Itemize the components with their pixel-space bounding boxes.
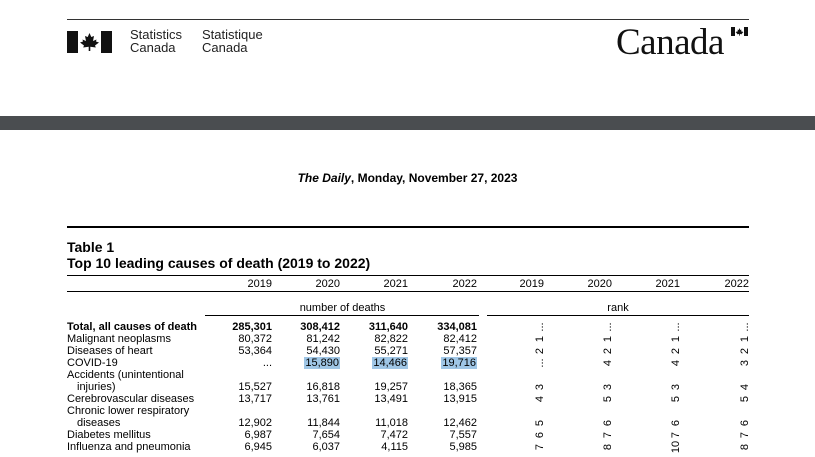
rank-cell: 5 [534,419,546,427]
deaths-value: 7,472 [380,429,408,441]
rank-cell: ... [670,322,682,332]
row-label: COVID-19 [67,357,118,369]
rank-cell: ... [534,322,546,332]
deaths-value: 15,890 [305,357,339,369]
deaths-cell [407,393,477,405]
rank-cell: 10 [670,440,682,454]
deaths-value: 308,412 [300,321,340,333]
group-rule-deaths [205,315,479,316]
deaths-cell [270,321,340,333]
rank-cell: 2 [534,347,546,355]
deaths-cell [338,441,408,453]
rank-cell: 6 [670,419,682,427]
group-header-rank: rank [607,302,629,314]
rank-cell: 6 [534,431,546,439]
agency-name-fr-line1: Statistique [202,27,263,42]
row-label: Diseases of heart [67,345,153,357]
deaths-cell [338,381,408,393]
deaths-cell [338,333,408,345]
deaths-value: 285,301 [232,321,272,333]
deaths-value: 18,365 [443,381,477,393]
rank-cell: 4 [534,395,546,403]
deaths-cell [202,345,272,357]
deaths-cell [202,417,272,429]
rank-cell: 4 [739,383,751,391]
deaths-cell [202,381,272,393]
deaths-value: 11,018 [375,417,408,429]
deaths-value: 6,037 [312,441,340,453]
deaths-value: 6,945 [244,441,272,453]
deaths-cell [338,357,408,369]
group-header-deaths: number of deaths [299,302,386,314]
table-title: Top 10 leading causes of death (2019 to 2022) [67,255,371,271]
deaths-cell [407,441,477,453]
deaths-value: 13,491 [374,393,408,405]
deaths-cell [202,321,272,333]
rank-cell: 2 [739,347,751,355]
rank-cell: 6 [602,419,614,427]
rank-cell: 8 [602,443,614,451]
deaths-cell [270,417,340,429]
rank-cell: 7 [534,443,546,451]
deaths-value: 81,242 [306,333,340,345]
deaths-cell [407,381,477,393]
deaths-cell [202,357,272,369]
publication-name: The Daily [297,171,351,185]
agency-name-en-line1: Statistics [130,27,183,42]
deaths-value: 53,364 [238,345,272,357]
deaths-cell [407,357,477,369]
deaths-value: 12,462 [443,417,477,429]
deaths-value: 334,081 [437,321,477,333]
deaths-value: 82,412 [443,333,477,345]
deaths-value: 54,430 [306,345,340,357]
deaths-cell [338,345,408,357]
deaths-value: 55,271 [374,345,408,357]
row-label: Cerebrovascular diseases [67,393,195,405]
deaths-cell [270,441,340,453]
deaths-value: 5,985 [449,441,477,453]
deaths-cell [270,429,340,441]
canada-flag-icon [67,31,112,53]
publication-date: , Monday, November 27, 2023 [350,171,518,185]
deaths-cell [270,393,340,405]
rank-cell: ... [739,322,751,332]
rank-cell: 2 [670,347,682,355]
deaths-value: 19,716 [442,357,476,369]
rank-cell: 3 [602,383,614,391]
deaths-cell [270,381,340,393]
deaths-cell [202,429,272,441]
column-year-rank: 2020 [587,278,612,290]
rank-cell: 7 [739,431,751,439]
group-rule-rank [487,315,749,316]
rank-cell: 3 [670,383,682,391]
table-subheader-rule [67,291,749,292]
deaths-cell [338,393,408,405]
column-year-rank: 2022 [724,278,749,290]
deaths-value: 14,466 [373,357,407,369]
deaths-value: 11,844 [307,417,340,429]
row-label-continued: injuries) [77,381,116,393]
deaths-cell [202,393,272,405]
rank-cell: 7 [602,431,614,439]
column-year-deaths: 2020 [315,278,340,290]
row-label: Total, all causes of death [67,321,197,333]
rank-cell: 1 [534,335,546,343]
daily-publication-line [0,171,815,185]
deaths-value: 7,557 [449,429,477,441]
row-label: Malignant neoplasms [67,333,171,345]
deaths-cell [202,441,272,453]
deaths-value: 4,115 [381,441,408,453]
deaths-cell [270,333,340,345]
deaths-cell [338,417,408,429]
rank-cell: 8 [739,443,751,451]
rank-cell: 2 [602,347,614,355]
table-header-rule [67,275,749,276]
rank-cell: ... [602,322,614,332]
deaths-value: 6,987 [244,429,272,441]
header-top-rule [67,19,749,20]
table-top-rule [67,226,749,228]
row-label: Influenza and pneumonia [67,441,191,453]
rank-cell: 1 [739,335,751,343]
deaths-cell [407,321,477,333]
deaths-value: 57,357 [443,345,477,357]
canada-wordmark: Canada [616,22,724,63]
deaths-value: 82,822 [374,333,408,345]
deaths-cell [338,429,408,441]
agency-name-en-line2: Canada [130,40,176,55]
deaths-value: 80,372 [238,333,272,345]
deaths-value: 7,654 [312,429,340,441]
rank-cell: 5 [670,395,682,403]
deaths-value: 311,640 [368,321,408,333]
row-label-continued: diseases [77,417,121,429]
deaths-value: 15,527 [238,381,272,393]
agency-name-french [202,28,263,54]
agency-name-fr-line2: Canada [202,40,248,55]
deaths-value: 13,761 [306,393,340,405]
deaths-value: 13,717 [238,393,272,405]
deaths-cell [407,333,477,345]
deaths-cell [407,429,477,441]
wordmark-flag-icon [731,27,748,36]
rank-cell: 4 [670,359,682,367]
deaths-cell [407,417,477,429]
deaths-cell [407,345,477,357]
rank-cell: 4 [602,359,614,367]
rank-cell: 5 [602,395,614,403]
rank-cell: 6 [739,419,751,427]
rank-cell: ... [534,358,546,368]
column-year-deaths: 2021 [383,278,408,290]
row-label: Diabetes mellitus [67,429,151,441]
deaths-value: 19,257 [374,381,408,393]
rank-cell: 1 [602,335,614,343]
deaths-cell [270,357,340,369]
column-year-rank: 2019 [519,278,544,290]
deaths-cell [338,321,408,333]
deaths-value: 13,915 [443,393,477,405]
agency-name-english [130,28,182,54]
rank-cell: 3 [534,383,546,391]
rank-cell: 7 [670,431,682,439]
header-banner [0,116,815,130]
column-year-deaths: 2022 [452,278,477,290]
table-label: Table 1 [67,239,115,255]
column-year-deaths: 2019 [247,278,272,290]
rank-cell: 1 [670,335,682,343]
deaths-cell [270,345,340,357]
deaths-value: 12,902 [238,417,272,429]
deaths-value: ... [262,357,272,369]
rank-cell: 5 [739,395,751,403]
deaths-cell [202,333,272,345]
column-year-rank: 2021 [655,278,680,290]
rank-cell: 3 [739,359,751,367]
deaths-value: 16,818 [306,381,340,393]
row-label: Chronic lower respiratory [67,405,190,417]
row-label: Accidents (unintentional [67,369,184,381]
